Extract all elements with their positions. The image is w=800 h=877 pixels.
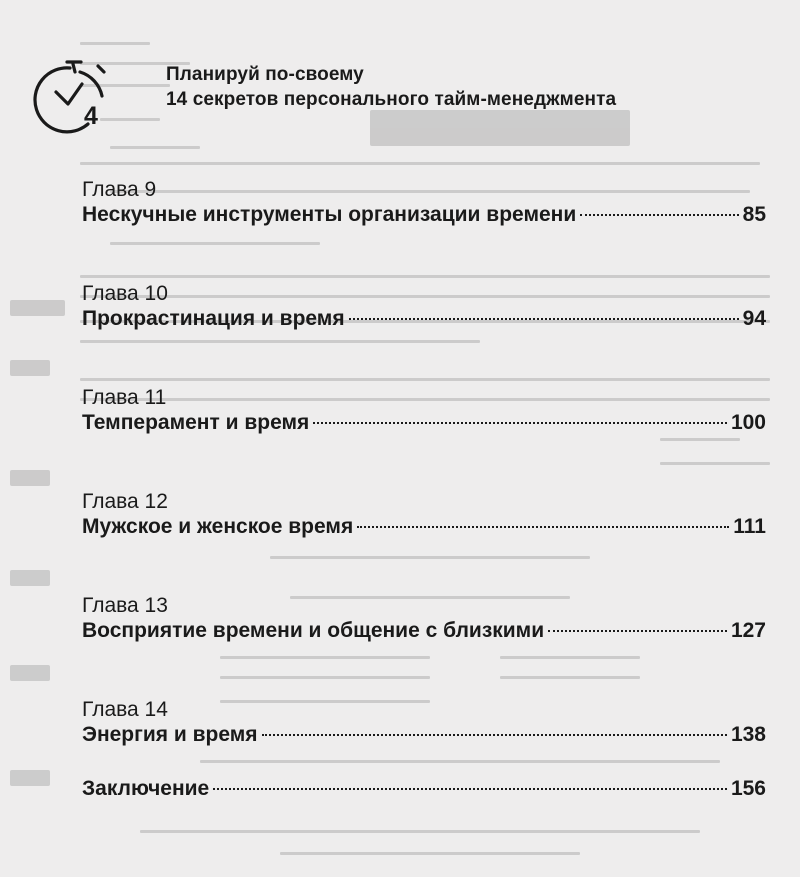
dot-leader: [349, 318, 739, 320]
dot-leader: [262, 734, 727, 736]
toc-line: [82, 723, 766, 747]
toc-entry: [82, 594, 766, 698]
chapter-label: Глава 13: [82, 594, 168, 617]
chapter-title: Восприятие времени и общение с близкими: [82, 619, 545, 642]
chapter-title: Мужское и женское время: [82, 515, 354, 538]
dot-leader: [580, 214, 738, 216]
dot-leader: [213, 788, 727, 790]
chapter-label: Глава 14: [82, 698, 168, 721]
page-number: 111: [733, 515, 766, 538]
chapter-title: Нескучные инструменты организации времени: [82, 203, 577, 226]
chapter-label: Глава 10: [82, 282, 168, 305]
toc-entry: [82, 282, 766, 386]
page-number: 85: [742, 203, 766, 226]
toc-line: [82, 411, 766, 435]
toc-entry: [82, 386, 766, 490]
chapter-label: Глава 12: [82, 490, 168, 513]
book-subtitle: 14 секретов персонального тайм-менеджмента: [166, 89, 617, 110]
page-number: 156: [730, 777, 766, 800]
dot-leader: [313, 422, 727, 424]
chapter-title: Энергия и время: [82, 723, 258, 746]
toc-line: [82, 515, 766, 539]
dot-leader: [357, 526, 729, 528]
toc-entry: [82, 490, 766, 594]
toc-line: [82, 619, 766, 643]
table-of-contents: [82, 178, 766, 802]
page-number: 127: [730, 619, 766, 642]
chapter-label: Глава 9: [82, 178, 157, 201]
page-number: 138: [730, 723, 766, 746]
toc-entry: [82, 178, 766, 282]
book-header: [28, 56, 728, 136]
book-title: Планируй по-своему: [166, 64, 364, 85]
toc-line: [82, 203, 766, 227]
chapter-label: Глава 11: [82, 386, 167, 409]
clock-icon-number: 4: [84, 102, 98, 130]
clock-icon: [28, 56, 118, 136]
chapter-title: Прокрастинация и время: [82, 307, 345, 330]
toc-line: [82, 307, 766, 331]
dot-leader: [548, 630, 727, 632]
page-number: 100: [730, 411, 766, 434]
toc-conclusion: [82, 777, 766, 801]
page-number: 94: [742, 307, 766, 330]
chapter-title: Темперамент и время: [82, 411, 310, 434]
conclusion-title: Заключение: [82, 777, 210, 800]
